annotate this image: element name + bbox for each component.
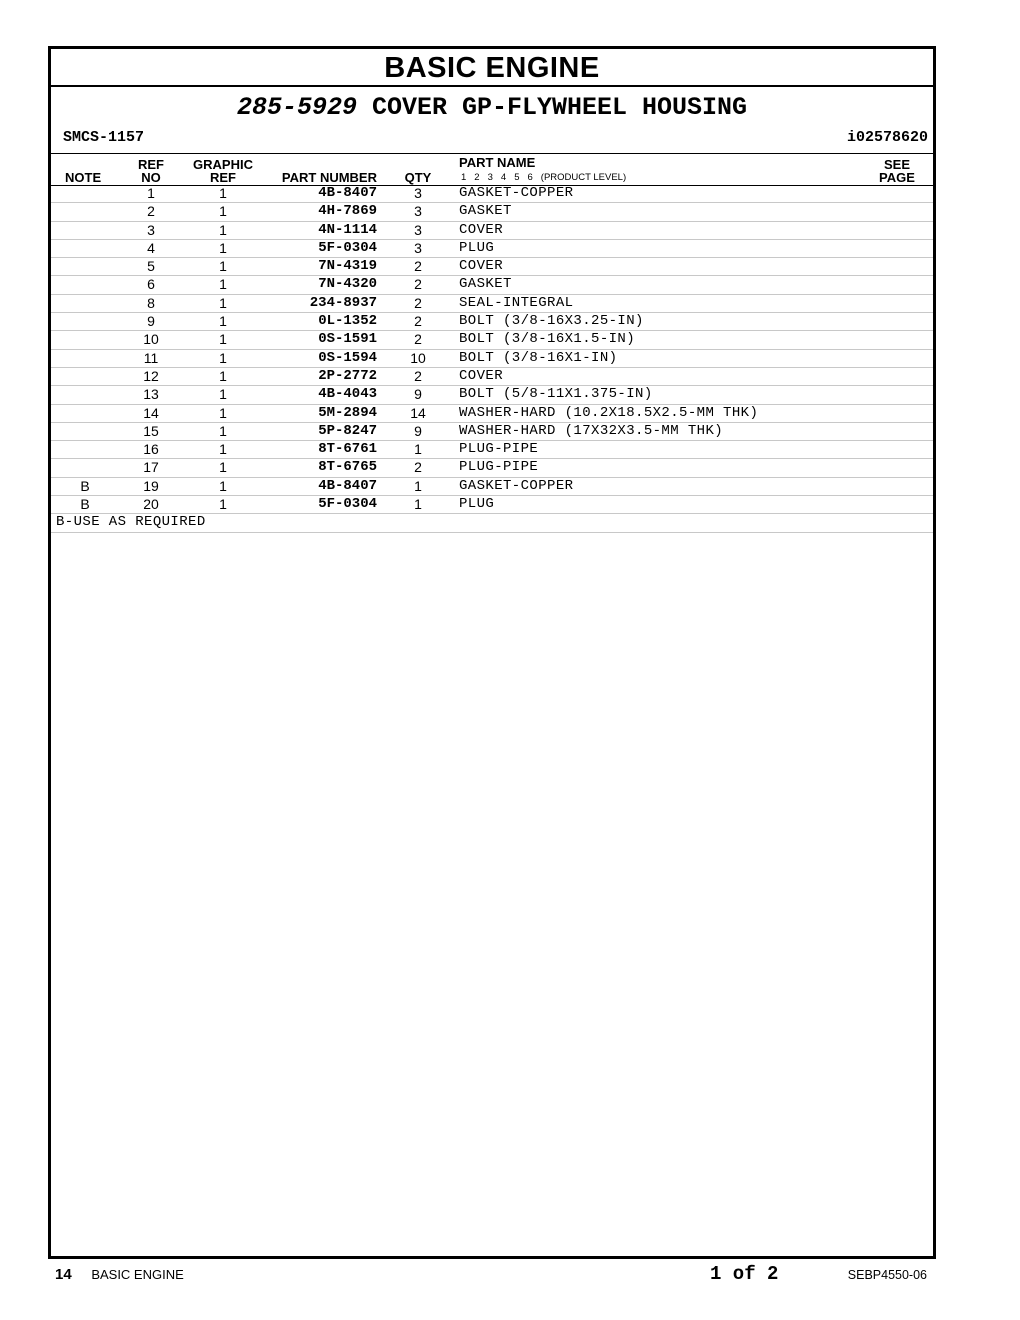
table-row: [51, 496, 933, 514]
ref-cell: 11: [143, 349, 159, 366]
table-row: [51, 331, 933, 349]
ref-cell: 14: [143, 404, 159, 421]
qty-cell: 14: [410, 404, 426, 421]
graphic-ref-cell: 1: [219, 496, 227, 513]
ref-cell: 20: [143, 496, 159, 513]
part-name-cell: BOLT (5/8-11X1.375-IN): [459, 386, 653, 403]
part-number-cell: 7N-4319: [318, 258, 377, 275]
level-label: 1: [461, 172, 467, 183]
smcs-code: SMCS-1157: [63, 129, 145, 146]
qty-cell: 2: [414, 313, 422, 330]
part-number-cell: 2P-2772: [318, 367, 377, 384]
col-graphic-bottom: REF: [210, 170, 236, 185]
ref-cell: 17: [143, 459, 159, 476]
ref-cell: 3: [147, 221, 155, 238]
part-name-cell: BOLT (3/8-16X3.25-IN): [459, 313, 644, 330]
qty-cell: 2: [414, 367, 422, 384]
group-part-number: 285-5929: [236, 93, 357, 122]
graphic-ref-cell: 1: [219, 239, 227, 256]
graphic-ref-cell: 1: [219, 477, 227, 494]
ref-cell: 9: [147, 313, 155, 330]
graphic-ref-cell: 1: [219, 313, 227, 330]
part-name-cell: COVER: [459, 258, 504, 275]
table-row: [51, 240, 933, 258]
graphic-ref-cell: 1: [219, 221, 227, 238]
col-see-bottom: PAGE: [879, 170, 915, 185]
graphic-ref-cell: 1: [219, 441, 227, 458]
part-number-cell: 5M-2894: [318, 404, 377, 421]
col-graphic-top: GRAPHIC: [193, 157, 253, 172]
table-row: [51, 295, 933, 313]
graphic-ref-cell: 1: [219, 258, 227, 275]
part-name-cell: BOLT (3/8-16X1.5-IN): [459, 331, 636, 348]
table-row: [51, 441, 933, 459]
ref-cell: 5: [147, 258, 155, 275]
table-row: [51, 459, 933, 477]
table-row: [51, 386, 933, 404]
part-name-cell: PLUG-PIPE: [459, 459, 539, 476]
graphic-ref-cell: 1: [219, 203, 227, 220]
ref-cell: 19: [143, 477, 159, 494]
table-row: [51, 222, 933, 240]
qty-cell: 2: [414, 276, 422, 293]
part-name-cell: SEAL-INTEGRAL: [459, 294, 574, 311]
qty-cell: 3: [414, 185, 422, 201]
part-name-cell: PLUG-PIPE: [459, 441, 539, 458]
col-part-number: PART NUMBER: [281, 170, 377, 185]
part-name-cell: WASHER-HARD (10.2X18.5X2.5-MM THK): [459, 404, 759, 421]
qty-cell: 1: [414, 477, 422, 494]
graphic-ref-cell: 1: [219, 386, 227, 403]
graphic-ref-cell: 1: [219, 422, 227, 439]
table-row: [51, 313, 933, 331]
level-label: (PRODUCT LEVEL): [540, 172, 627, 183]
product-levels: [461, 172, 634, 183]
graphic-ref-cell: 1: [219, 276, 227, 293]
part-number-cell: 0L-1352: [318, 313, 377, 330]
part-name-cell: PLUG: [459, 496, 495, 513]
col-ref-bottom: NO: [141, 170, 161, 185]
qty-cell: 3: [414, 239, 422, 256]
level-label: 4: [500, 172, 507, 183]
ref-cell: 16: [143, 441, 159, 458]
part-number-cell: 8T-6761: [318, 441, 377, 458]
col-ref-top: REF: [138, 157, 164, 172]
illustration-id: i02578620: [846, 129, 928, 146]
qty-cell: 1: [414, 496, 422, 513]
part-name-cell: GASKET-COPPER: [459, 477, 574, 494]
part-number-cell: 4B-8407: [318, 477, 377, 494]
group-name: COVER GP-FLYWHEEL HOUSING: [371, 93, 748, 122]
ref-cell: 1: [147, 185, 155, 201]
table-header: [51, 153, 933, 186]
graphic-ref-cell: 1: [219, 349, 227, 366]
table-row: [51, 185, 933, 203]
col-note: NOTE: [65, 170, 102, 185]
group-title: [51, 93, 933, 122]
part-number-cell: 5F-0304: [318, 496, 377, 513]
table-row: [51, 423, 933, 441]
part-number-cell: 0S-1591: [318, 331, 377, 348]
section-title: BASIC ENGINE: [51, 49, 933, 87]
qty-cell: 3: [414, 203, 422, 220]
table-row: [51, 350, 933, 368]
graphic-ref-cell: 1: [219, 294, 227, 311]
qty-cell: 3: [414, 221, 422, 238]
part-name-cell: GASKET-COPPER: [459, 185, 574, 201]
table-row: [51, 478, 933, 496]
part-name-cell: GASKET: [459, 276, 512, 293]
parts-list-frame: [48, 46, 936, 1259]
part-number-cell: 5F-0304: [318, 239, 377, 256]
note-cell: B: [80, 477, 90, 494]
table-row: [51, 203, 933, 221]
page-number: 14: [55, 1266, 72, 1283]
graphic-ref-cell: 1: [219, 185, 227, 201]
level-label: 2: [474, 172, 480, 183]
part-name-cell: COVER: [459, 367, 504, 384]
ref-cell: 6: [147, 276, 155, 293]
level-label: 3: [487, 172, 493, 183]
part-number-cell: 4B-4043: [318, 386, 377, 403]
col-qty: QTY: [404, 170, 432, 185]
ref-cell: 12: [143, 367, 159, 384]
qty-cell: 2: [414, 294, 422, 311]
footnote: B-USE AS REQUIRED: [51, 514, 933, 532]
qty-cell: 10: [410, 349, 426, 366]
qty-cell: 2: [414, 459, 422, 476]
part-name-cell: COVER: [459, 221, 504, 238]
graphic-ref-cell: 1: [219, 459, 227, 476]
graphic-ref-cell: 1: [219, 367, 227, 384]
col-see-top: SEE: [883, 157, 910, 172]
part-number-cell: 5P-8247: [318, 422, 377, 439]
qty-cell: 9: [414, 422, 422, 439]
publication-number: SEBP4550-06: [847, 1268, 927, 1282]
part-number-cell: 4N-1114: [318, 221, 377, 238]
sheet-indicator: 1 of 2: [710, 1263, 779, 1285]
qty-cell: 2: [414, 331, 422, 348]
qty-cell: 9: [414, 386, 422, 403]
table-row: [51, 405, 933, 423]
footer-section: BASIC ENGINE: [91, 1267, 184, 1282]
qty-cell: 2: [414, 258, 422, 275]
ref-cell: 2: [147, 203, 155, 220]
table-row: [51, 368, 933, 386]
part-number-cell: 234-8937: [309, 294, 377, 311]
ref-cell: 15: [143, 422, 159, 439]
ref-cell: 10: [143, 331, 159, 348]
graphic-ref-cell: 1: [219, 404, 227, 421]
qty-cell: 1: [414, 441, 422, 458]
part-name-cell: PLUG: [459, 239, 495, 256]
part-number-cell: 8T-6765: [318, 459, 377, 476]
part-number-cell: 4H-7869: [318, 203, 377, 220]
parts-table-body: [51, 185, 933, 533]
level-label: 5: [514, 172, 520, 183]
col-part-name: PART NAME: [459, 155, 536, 170]
note-cell: B: [80, 496, 90, 513]
part-name-cell: GASKET: [459, 203, 512, 220]
part-number-cell: 0S-1594: [318, 349, 377, 366]
graphic-ref-cell: 1: [219, 331, 227, 348]
part-number-cell: 4B-8407: [318, 185, 377, 201]
ref-cell: 4: [147, 239, 155, 256]
ref-cell: 8: [147, 294, 155, 311]
table-row: [51, 276, 933, 294]
level-label: 6: [527, 172, 533, 183]
ref-cell: 13: [143, 386, 159, 403]
table-row: [51, 258, 933, 276]
part-name-cell: BOLT (3/8-16X1-IN): [459, 349, 618, 366]
footer-left: [55, 1266, 184, 1283]
part-number-cell: 7N-4320: [318, 276, 377, 293]
part-name-cell: WASHER-HARD (17X32X3.5-MM THK): [459, 422, 724, 439]
